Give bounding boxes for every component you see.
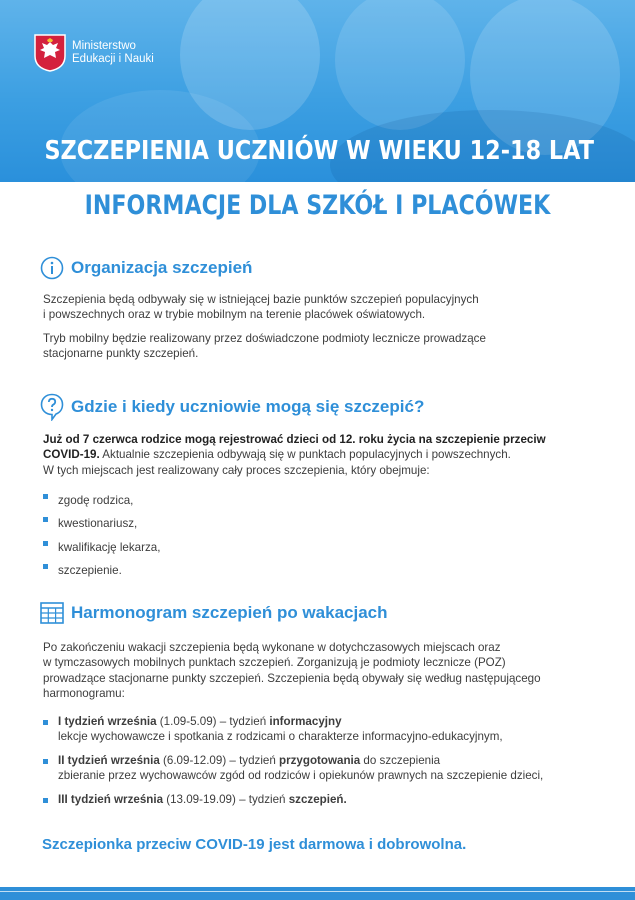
list-item: kwestionariusz,	[43, 512, 603, 535]
schedule-dates: do szczepienia	[360, 753, 441, 767]
section-heading-text: Harmonogram szczepień po wakacjach	[71, 603, 388, 622]
text-line: harmonogramu:	[43, 687, 125, 701]
text-line: Tryb mobilny będzie realizowany przez doświadczone podmioty lecznicze prowadzące	[43, 332, 486, 345]
hero-banner	[0, 0, 635, 182]
section3-paragraph	[43, 640, 603, 702]
ministry-logo	[34, 34, 154, 72]
eagle-emblem-icon	[34, 34, 66, 72]
text-line: Szczepienia będą odbywały się w istniejącej bazie punktów szczepień populacyjnych	[43, 293, 479, 306]
bold-text: COVID-19.	[43, 448, 100, 462]
calendar-icon	[40, 602, 64, 624]
schedule-item	[43, 714, 603, 745]
text-line: Po zakończeniu wakacji szczepienia będą wykonane w dotychczasowych miejscach oraz	[43, 641, 501, 654]
process-list	[43, 489, 603, 583]
schedule-type: szczepień.	[288, 792, 347, 806]
section1-paragraph1	[43, 292, 603, 323]
bottom-stripe	[0, 891, 635, 892]
section-heading-text: Organizacja szczepień	[71, 258, 253, 277]
ministry-name-line2: Edukacji i Nauki	[72, 53, 154, 65]
schedule-week: II tydzień września	[58, 753, 160, 767]
schedule-item	[43, 792, 603, 807]
page-subtitle: INFORMACJE DLA SZKÓŁ I PLACÓWEK	[84, 190, 551, 221]
list-item: szczepienie.	[43, 559, 603, 582]
text-line: w tymczasowych mobilnych punktach szczepień. Zorganizują je podmioty lecznicze (POZ)	[43, 656, 506, 670]
section-heading-gdzie-kiedy	[40, 393, 424, 421]
schedule-description: lekcje wychowawcze i spotkania z rodzicami o charakterze informacyjno-edukacyjnym,	[58, 730, 503, 744]
schedule-type: informacyjny	[269, 715, 342, 728]
section1-paragraph2	[43, 331, 603, 362]
schedule-type: przygotowania	[279, 753, 361, 767]
schedule-list	[43, 714, 603, 807]
list-item: kwalifikację lekarza,	[43, 536, 603, 559]
question-icon	[40, 393, 64, 421]
text-line: W tych miejscach jest realizowany cały proces szczepienia, który obejmuje:	[43, 463, 430, 477]
schedule-week: I tydzień września	[58, 715, 157, 728]
schedule-dates: (6.09-12.09) – tydzień	[159, 753, 280, 767]
hero-photo-shape	[335, 0, 465, 130]
section-heading-harmonogram	[40, 602, 388, 624]
schedule-dates: (1.09-5.09) – tydzień	[156, 715, 270, 728]
schedule-week: III tydzień września	[58, 792, 164, 806]
bold-text: Już od 7 czerwca rodzice mogą rejestrować dzieci od 12. roku życia na szczepienie przeciw	[43, 433, 546, 446]
text-line: prowadzące stacjonarne punkty szczepień. Szczepienia będą obywały się według następującego	[43, 671, 541, 685]
ministry-name-line1: Ministerstwo	[72, 40, 136, 52]
section2-paragraph	[43, 432, 603, 478]
info-icon	[40, 256, 64, 280]
schedule-dates: (13.09-19.09) – tydzień	[163, 792, 289, 806]
text-span: Aktualnie szczepienia odbywają się w punktach populacyjnych i powszechnych.	[99, 448, 511, 462]
page-title: SZCZEPIENIA UCZNIÓW W WIEKU 12-18 LAT	[44, 136, 594, 166]
section-heading-organizacja	[40, 256, 252, 280]
footer-note: Szczepionka przeciw COVID-19 jest darmowa i dobrowolna.	[42, 836, 467, 853]
schedule-item	[43, 753, 603, 784]
schedule-description: zbieranie przez wychowawców zgód od rodziców i opiekunów prawnych na szczepienie dzieci,	[58, 769, 544, 783]
text-line: i powszechnych oraz w trybie mobilnym na terenie placówek oświatowych.	[43, 308, 426, 322]
list-item: zgodę rodzica,	[43, 489, 603, 512]
text-line: stacjonarne punkty szczepień.	[43, 347, 199, 361]
bottom-bar	[0, 887, 635, 900]
section-heading-text: Gdzie i kiedy uczniowie mogą się szczepić?	[71, 397, 425, 416]
